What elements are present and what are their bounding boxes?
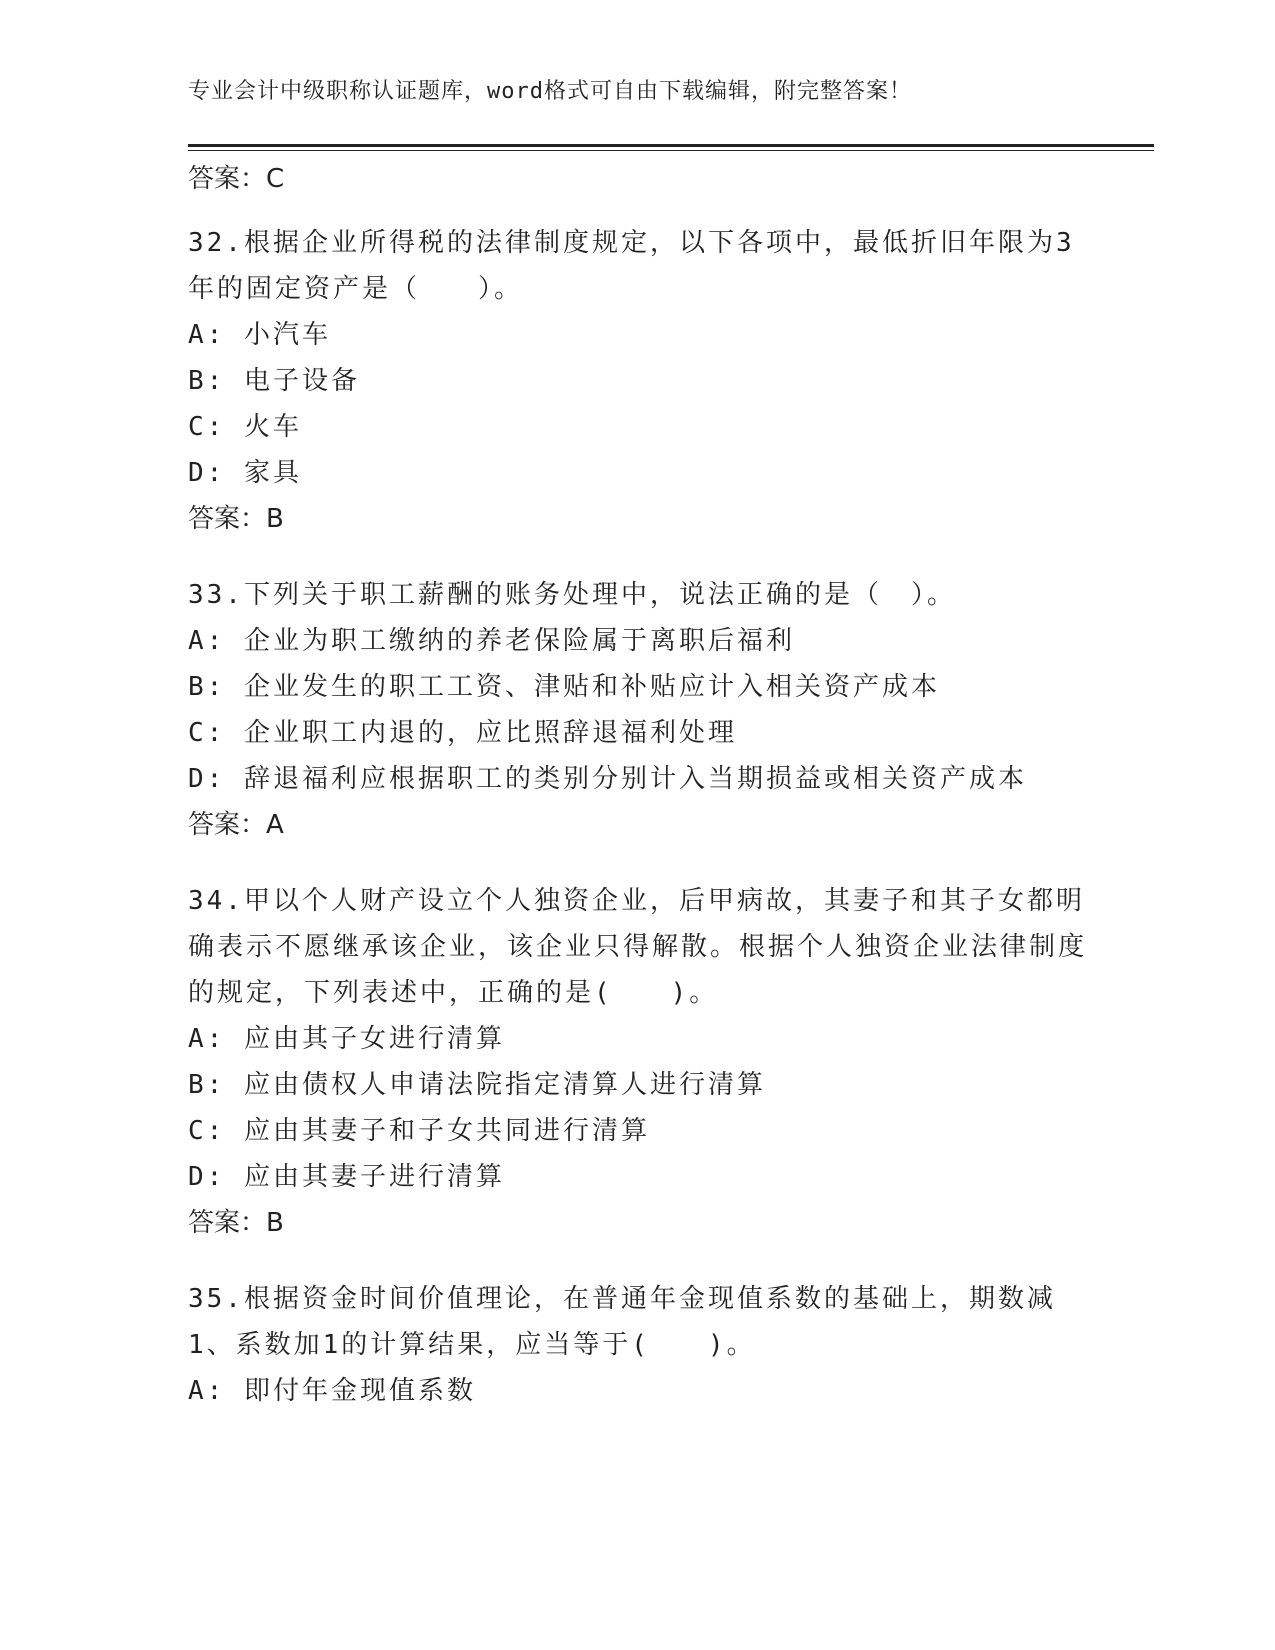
question-stem: 35.根据资金时间价值理论，在普通年金现值系数的基础上，期数减1、系数加1的计算结果，应当等于( )。 [188,1284,1056,1360]
question-stem: 34.甲以个人财产设立个人独资企业，后甲病故，其妻子和其子女都明确表示不愿继承该企业，该企业只得解散。根据个人独资企业法律制度的规定，下列表述中，正确的是( )。 [188,886,1088,1008]
option-b: B: 电子设备 [188,366,360,396]
option-a: A: 企业为职工缴纳的养老保险属于离职后福利 [188,626,795,656]
option-b: B: 应由债权人申请法院指定清算人进行清算 [188,1070,766,1100]
option-c: C: 火车 [188,412,302,442]
question-34 [188,878,1088,1246]
answer: 答案：B [188,504,284,534]
question-33 [188,572,1088,848]
question-32 [188,220,1088,542]
answer: 答案：B [188,1208,284,1238]
option-c: C: 应由其妻子和子女共同进行清算 [188,1116,650,1146]
option-a: A: 即付年金现值系数 [188,1376,476,1406]
option-d: D: 辞退福利应根据职工的类别分别计入当期损益或相关资产成本 [188,764,1027,794]
option-a: A: 小汽车 [188,320,331,350]
header-rule-thin [188,150,1154,151]
answer: 答案：A [188,810,284,840]
question-stem: 32.根据企业所得税的法律制度规定，以下各项中，最低折旧年限为3年的固定资产是（ ）。 [188,228,1075,304]
question-stem: 33.下列关于职工薪酬的账务处理中，说法正确的是（ ）。 [188,580,956,610]
document-body [188,156,1088,1444]
header-rule-thick [188,144,1154,147]
option-d: D: 家具 [188,458,302,488]
question-35 [188,1276,1088,1414]
option-b: B: 企业发生的职工工资、津贴和补贴应计入相关资产成本 [188,672,940,702]
option-c: C: 企业职工内退的，应比照辞退福利处理 [188,718,737,748]
page-header: 专业会计中级职称认证题库，word格式可自由下载编辑，附完整答案！ [188,79,912,104]
previous-answer: 答案：C [188,164,285,194]
option-d: D: 应由其妻子进行清算 [188,1162,505,1192]
option-a: A: 应由其子女进行清算 [188,1024,505,1054]
